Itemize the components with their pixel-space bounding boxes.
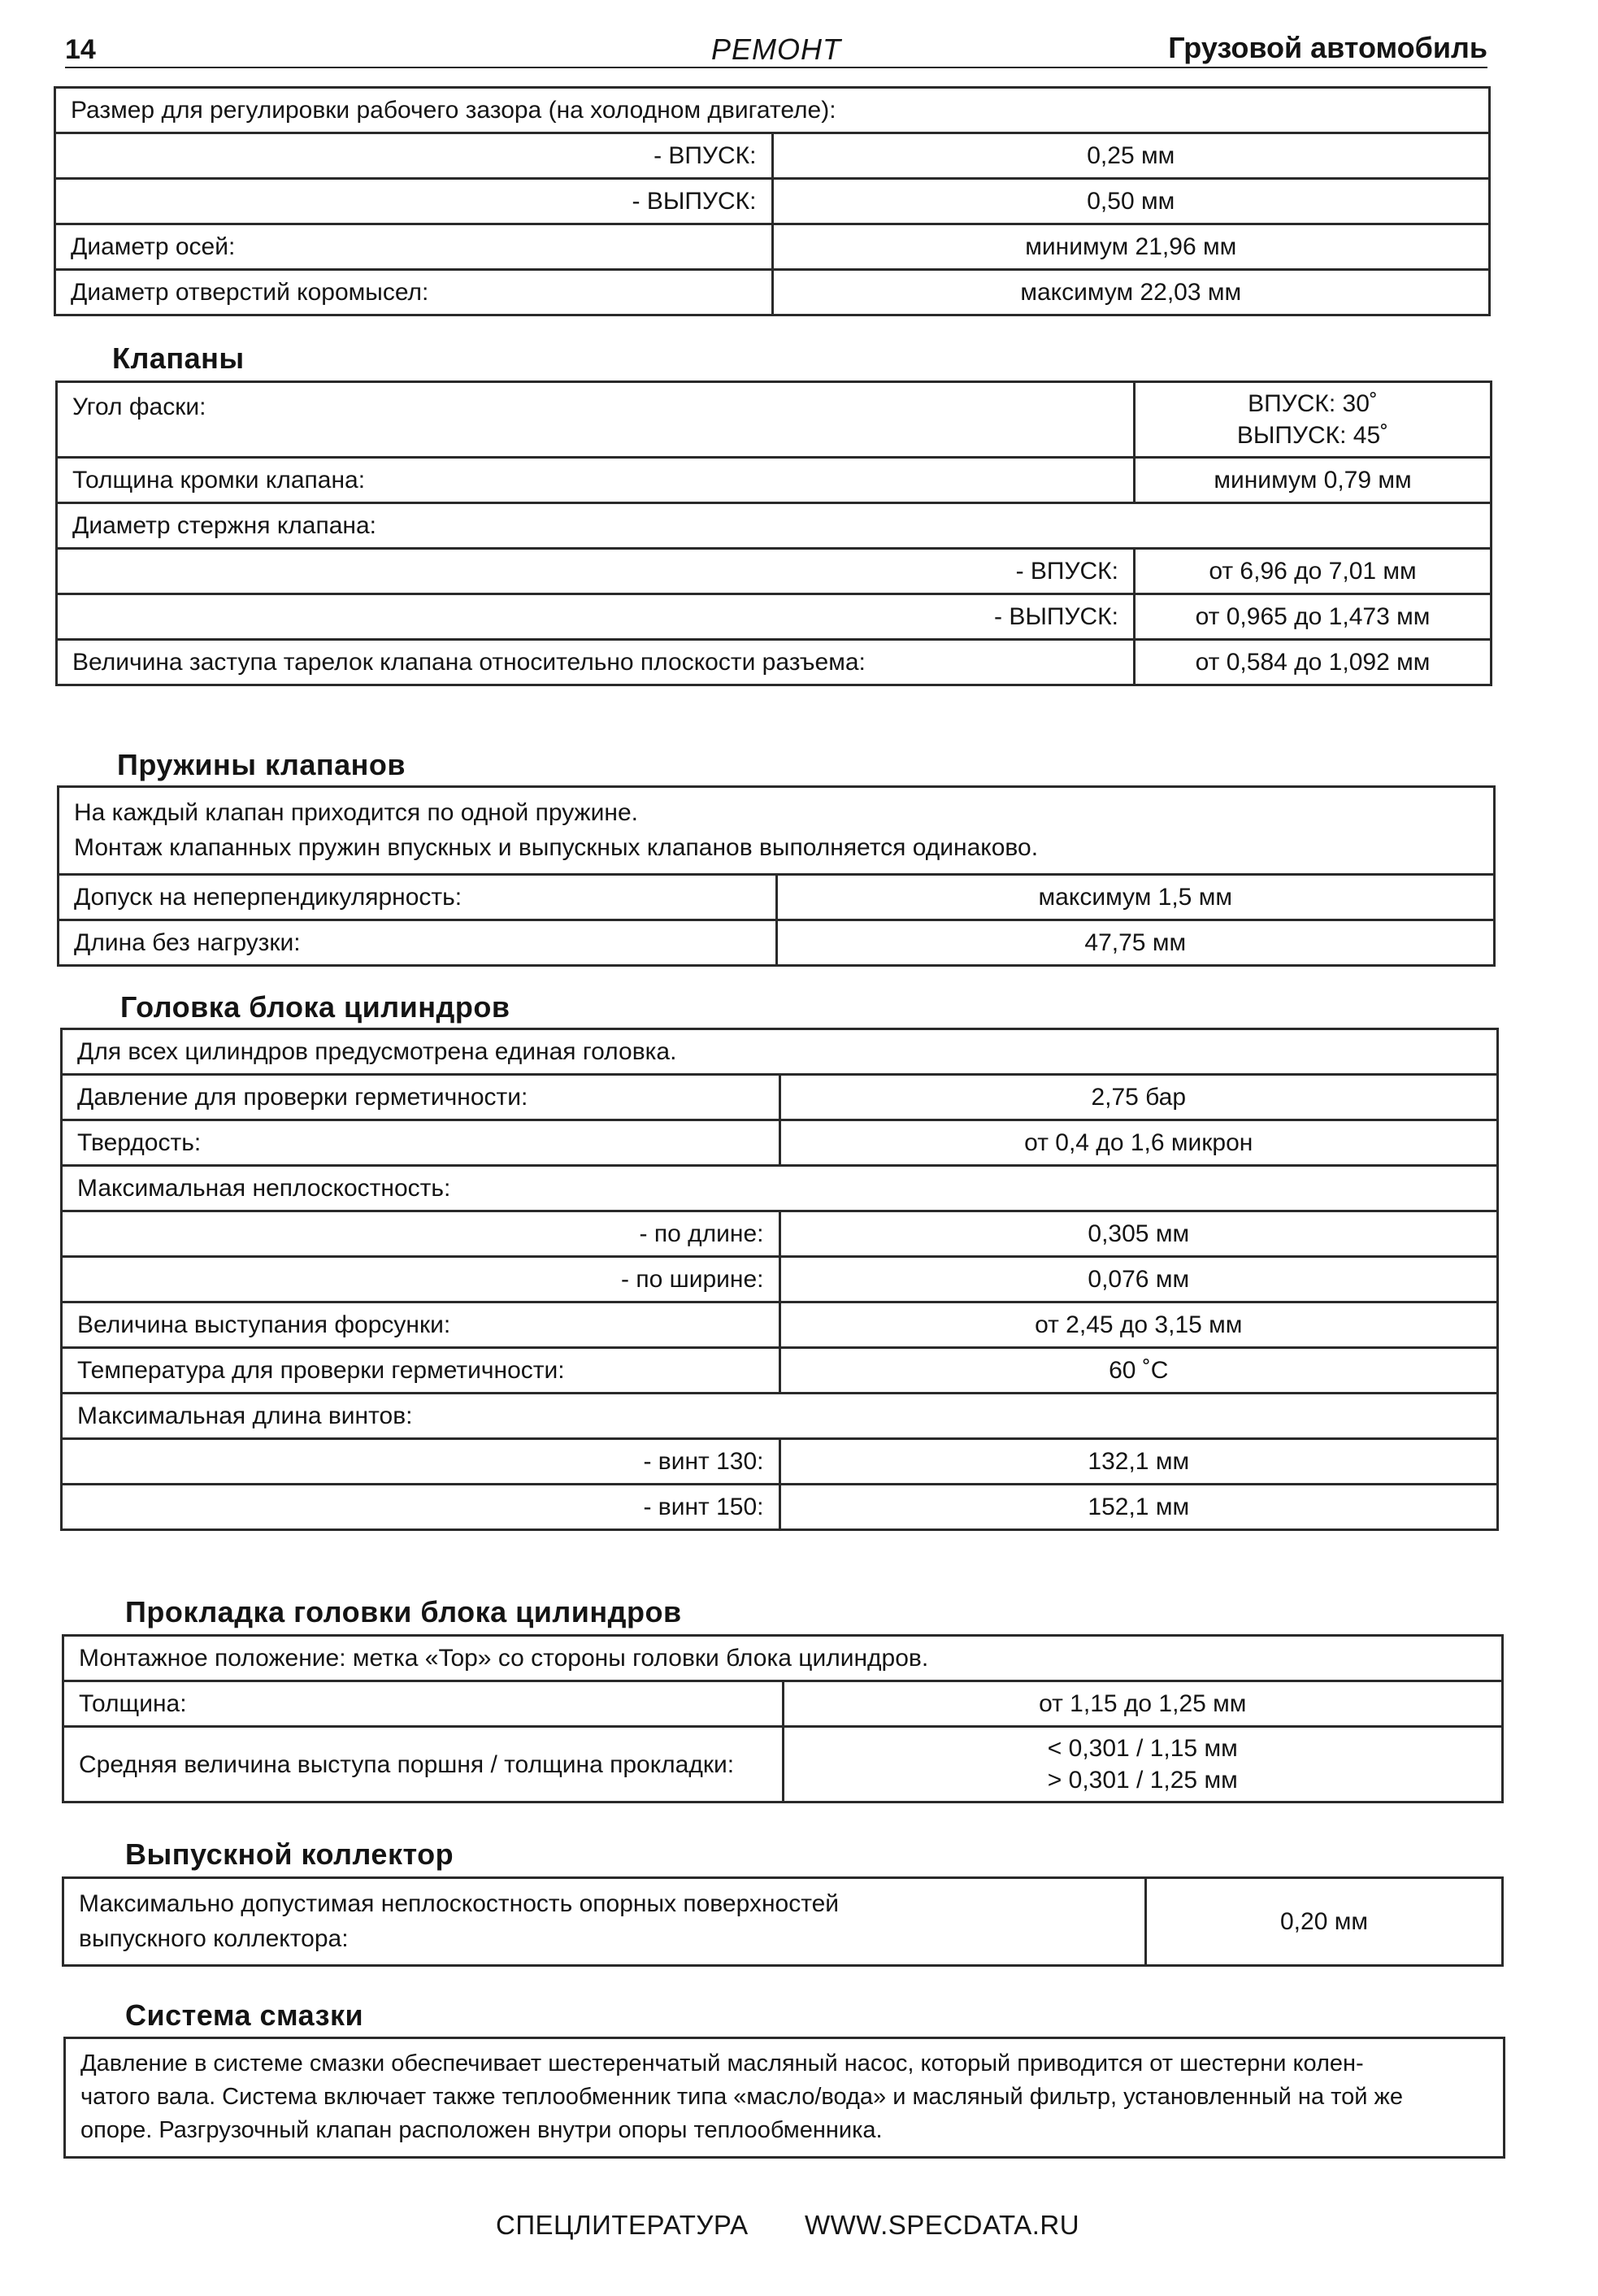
table-cell: Максимальная длина винтов: [62, 1394, 1498, 1439]
table-cell: - ВЫПУСК: [55, 179, 773, 224]
table-cell: Давление для проверки герметичности: [62, 1075, 780, 1120]
table-row [63, 1727, 1503, 1802]
table-cell: - ВЫПУСК: [57, 594, 1135, 640]
table-cell: Длина без нагрузки: [59, 920, 777, 966]
springs-table [57, 785, 1496, 967]
table-cell: 60 ˚С [779, 1348, 1498, 1394]
lubrication-table [63, 2037, 1505, 2159]
table-cell: - ВПУСК: [55, 133, 773, 179]
table-cell: Максимальная неплоскостность: [62, 1166, 1498, 1211]
value-line: ВПУСК: 30˚ [1248, 390, 1378, 417]
table-row [55, 133, 1490, 179]
note-line: На каждый клапан приходится по одной пружине. [74, 799, 638, 826]
table-cell: 0,50 мм [772, 179, 1490, 224]
table-cell: минимум 0,79 мм [1135, 458, 1492, 503]
table-cell: - по длине: [62, 1211, 780, 1257]
table-cell: от 1,15 до 1,25 мм [783, 1681, 1503, 1727]
section-title: РЕМОНТ [710, 33, 841, 66]
table-cell [65, 2038, 1505, 2158]
table-row [59, 920, 1495, 966]
label-line: выпускного коллектора: [79, 1924, 349, 1952]
table-cell: максимум 22,03 мм [772, 270, 1490, 315]
table-cell: 152,1 мм [779, 1485, 1498, 1530]
table-row [62, 1302, 1498, 1348]
paragraph-line: Давление в системе смазки обеспечивает шестеренчатый масляный насос, который приводится от шестерни колен- [80, 2050, 1364, 2076]
table-cell: Монтажное положение: метка «Top» со стороны головки блока цилиндров. [63, 1636, 1503, 1681]
table-cell: Толщина: [63, 1681, 784, 1727]
table-cell: Размер для регулировки рабочего зазора (на холодном двигателе): [55, 88, 1490, 133]
table-cell: 0,305 мм [779, 1211, 1498, 1257]
table-cell: Диаметр осей: [55, 224, 773, 270]
table-cell [59, 787, 1495, 875]
manifold-table [62, 1876, 1504, 1967]
table-cell: от 2,45 до 3,15 мм [779, 1302, 1498, 1348]
table-cell [783, 1727, 1503, 1802]
table-cell: 0,076 мм [779, 1257, 1498, 1302]
table-row [59, 875, 1495, 920]
header-rule [65, 67, 1487, 68]
table-cell: от 0,584 до 1,092 мм [1135, 640, 1492, 685]
page-number: 14 [65, 34, 96, 65]
table-cell: от 0,4 до 1,6 микрон [779, 1120, 1498, 1166]
note-line: Монтаж клапанных пружин впускных и выпускных клапанов выполняется одинаково. [74, 833, 1039, 861]
table-row [57, 503, 1492, 549]
value-line: < 0,301 / 1,15 мм [1047, 1735, 1238, 1762]
paragraph-line: чатого вала. Система включает также теплообменник типа «масло/вода» и масляный фильтр, установленный на той же [80, 2084, 1404, 2111]
table-row [62, 1485, 1498, 1530]
clearance-table [54, 86, 1491, 316]
lubrication-heading: Система смазки [125, 1998, 364, 2032]
table-row [62, 1120, 1498, 1166]
table-cell: минимум 21,96 мм [772, 224, 1490, 270]
table-row [57, 594, 1492, 640]
table-cell: Величина заступа тарелок клапана относительно плоскости разъема: [57, 640, 1135, 685]
table-row [62, 1166, 1498, 1211]
footer-publisher: СПЕЦЛИТЕРАТУРА [496, 2210, 749, 2240]
head-heading: Головка блока цилиндров [120, 990, 510, 1024]
table-cell: Допуск на неперпендикулярность: [59, 875, 777, 920]
table-cell: Толщина кромки клапана: [57, 458, 1135, 503]
table-cell: Диаметр отверстий коромысел: [55, 270, 773, 315]
table-row [62, 1348, 1498, 1394]
table-cell: 2,75 бар [779, 1075, 1498, 1120]
book-title: Грузовой автомобиль [1168, 31, 1487, 64]
table-cell: Для всех цилиндров предусмотрена единая головка. [62, 1029, 1498, 1075]
table-cell: Средняя величина выступа поршня / толщина прокладки: [63, 1727, 784, 1802]
table-cell: Величина выступания форсунки: [62, 1302, 780, 1348]
table-row [57, 458, 1492, 503]
table-cell: от 6,96 до 7,01 мм [1135, 549, 1492, 594]
table-row [62, 1257, 1498, 1302]
table-row [55, 224, 1490, 270]
footer-website[interactable]: WWW.SPECDATA.RU [805, 2210, 1080, 2240]
gasket-heading: Прокладка головки блока цилиндров [125, 1595, 682, 1629]
label-line: Максимально допустимая неплоскостность опорных поверхностей [79, 1890, 840, 1917]
table-cell: максимум 1,5 мм [776, 875, 1495, 920]
table-row [63, 1636, 1503, 1681]
table-cell: 0,20 мм [1146, 1878, 1503, 1966]
page-header [65, 28, 1487, 68]
valves-table [55, 380, 1492, 686]
table-row [63, 1681, 1503, 1727]
table-row [59, 787, 1495, 875]
table-cell: от 0,965 до 1,473 мм [1135, 594, 1492, 640]
table-row [62, 1394, 1498, 1439]
table-cell: Твердость: [62, 1120, 780, 1166]
table-cell: Диаметр стержня клапана: [57, 503, 1492, 549]
table-cell: Температура для проверки герметичности: [62, 1348, 780, 1394]
table-cell: - ВПУСК: [57, 549, 1135, 594]
table-cell: 0,25 мм [772, 133, 1490, 179]
table-row [55, 270, 1490, 315]
table-row [62, 1211, 1498, 1257]
valves-heading: Клапаны [112, 341, 245, 375]
manifold-heading: Выпускной коллектор [125, 1837, 454, 1871]
table-cell [63, 1878, 1146, 1966]
table-row [57, 382, 1492, 458]
value-line: > 0,301 / 1,25 мм [1047, 1767, 1238, 1794]
table-row [55, 88, 1490, 133]
paragraph-line: опоре. Разгрузочный клапан расположен внутри опоры теплообменника. [80, 2117, 883, 2144]
table-row [63, 1878, 1503, 1966]
table-cell: 47,75 мм [776, 920, 1495, 966]
head-table [60, 1028, 1499, 1531]
table-cell: - винт 130: [62, 1439, 780, 1485]
table-cell: 132,1 мм [779, 1439, 1498, 1485]
table-cell: Угол фаски: [57, 382, 1135, 458]
table-row [55, 179, 1490, 224]
table-row [57, 549, 1492, 594]
springs-heading: Пружины клапанов [117, 748, 406, 781]
table-cell: - по ширине: [62, 1257, 780, 1302]
table-cell [1135, 382, 1492, 458]
table-row [57, 640, 1492, 685]
table-row [62, 1029, 1498, 1075]
gasket-table [62, 1634, 1504, 1803]
table-row [65, 2038, 1505, 2158]
table-cell: - винт 150: [62, 1485, 780, 1530]
value-line: ВЫПУСК: 45˚ [1236, 422, 1389, 449]
table-row [62, 1075, 1498, 1120]
table-row [62, 1439, 1498, 1485]
